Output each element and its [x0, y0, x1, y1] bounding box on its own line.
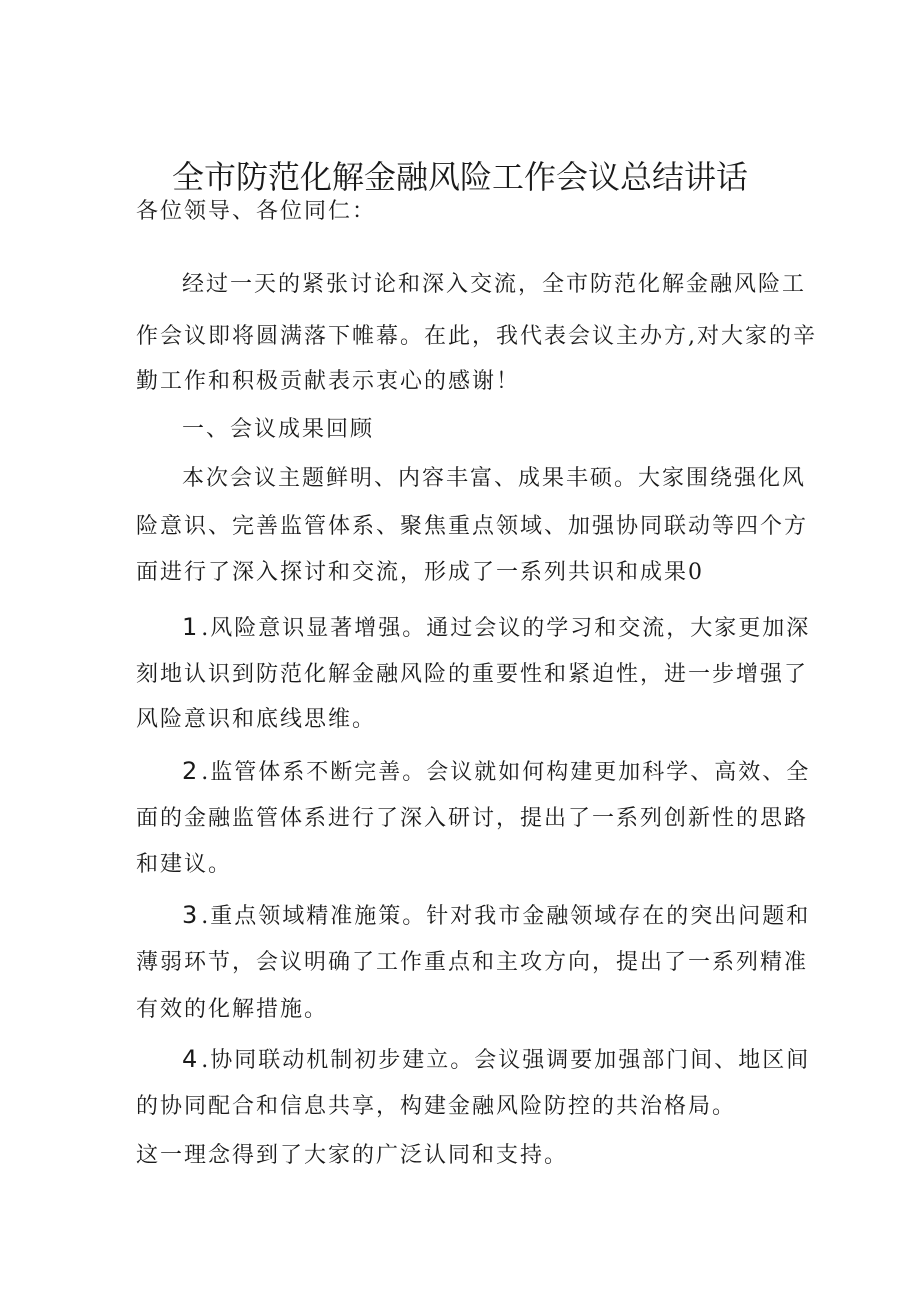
intro-line-1: 经过一天的紧张讨论和深入交流，全市防范化解金融风险工 [182, 272, 807, 297]
intro-line-2: 作会议即将圆满落下帷幕。在此，我代表会议主办方,对大家的辛 [136, 324, 817, 349]
item-number: 4 [182, 1045, 198, 1073]
closing-line: 这一理念得到了大家的广泛认同和支持。 [136, 1143, 569, 1168]
item-3-text-1: .重点领域精准施策。针对我市金融领域存在的突出问题和 [201, 904, 811, 929]
section1-intro-line-1: 本次会议主题鲜明、内容丰富、成果丰硕。大家围绕强化风 [182, 466, 807, 491]
item-3-line-3: 有效的化解措施。 [136, 997, 329, 1022]
section1-heading: 一、会议成果回顾 [182, 417, 375, 442]
document-title: 全市防范化解金融风险工作会议总结讲话 [171, 158, 748, 196]
item-1-text-1: .风险意识显著增强。通过会议的学习和交流，大家更加深 [201, 616, 811, 641]
item-1-line-1 [182, 612, 810, 644]
greeting: 各位领导、各位同仁： [136, 199, 377, 224]
item-3-line-1 [182, 900, 810, 932]
item-number: 1 [182, 613, 198, 641]
item-number: 2 [182, 757, 198, 785]
item-2-line-2: 面的金融监管体系进行了深入研讨，提出了一系列创新性的思路 [136, 806, 809, 831]
item-4-line-1 [182, 1044, 810, 1076]
item-1-line-2: 刻地认识到防范化解金融风险的重要性和紧迫性，进一步增强了 [136, 662, 809, 687]
section1-intro-line-3: 面进行了深入探讨和交流，形成了一系列共识和成果0 [136, 560, 704, 585]
intro-line-3: 勤工作和积极贡献表示衷心的感谢！ [136, 369, 521, 394]
item-3-line-2: 薄弱环节，会议明确了工作重点和主攻方向，提出了一系列精准 [136, 950, 809, 975]
item-2-line-1 [182, 756, 810, 788]
item-2-text-1: .监管体系不断完善。会议就如何构建更加科学、高效、全 [201, 760, 811, 785]
item-2-line-3: 和建议。 [136, 852, 233, 877]
item-4-line-2: 的协同配合和信息共享，构建金融风险防控的共治格局。 [136, 1094, 737, 1119]
section1-intro-line-2: 险意识、完善监管体系、聚焦重点领域、加强协同联动等四个方 [136, 514, 809, 539]
item-1-line-3: 风险意识和底线思维。 [136, 707, 377, 732]
item-4-text-1: .协同联动机制初步建立。会议强调要加强部门间、地区间 [201, 1048, 811, 1073]
item-number: 3 [182, 901, 198, 929]
